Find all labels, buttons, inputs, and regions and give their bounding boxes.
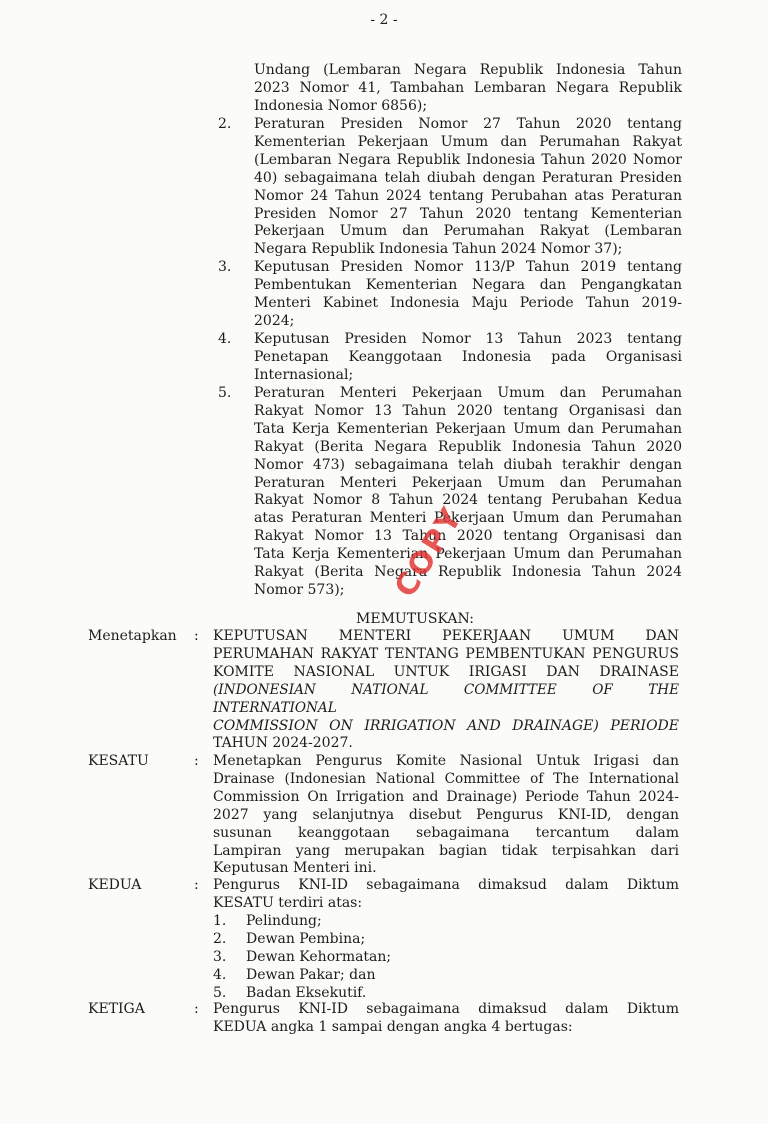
text-line: Penetapan Keanggotaan Indonesia pada Organisasi bbox=[254, 348, 682, 365]
section-label: KETIGA bbox=[88, 1001, 145, 1017]
section-text bbox=[213, 628, 679, 753]
section-label: Menetapkan bbox=[88, 628, 177, 644]
text-line: Pengurus KNI-ID sebagaimana dimaksud dalam Diktum bbox=[213, 877, 679, 893]
text-line: Rakyat (Berita Negara Republik Indonesia Tahun 2020 bbox=[254, 438, 682, 455]
text-line: Nomor 573); bbox=[254, 581, 345, 598]
text-line: (INDONESIAN NATIONAL COMMITTEE OF THE INTERNATIONAL bbox=[213, 681, 679, 716]
text-line: COMMISSION ON IRRIGATION AND DRAINAGE) PERIODE bbox=[213, 717, 679, 734]
list-text: Pelindung; bbox=[246, 913, 322, 929]
text-line: Keputusan Presiden Nomor 13 Tahun 2023 tentang bbox=[254, 331, 682, 347]
list-item bbox=[213, 931, 513, 949]
section-colon: : bbox=[194, 877, 199, 893]
text-line: Undang (Lembaran Negara Republik Indonesia Tahun bbox=[254, 62, 682, 78]
list-number: 2. bbox=[213, 930, 227, 947]
text-line: Rakyat Nomor 13 Tahun 2020 tentang Organisasi dan bbox=[254, 528, 682, 545]
text-line: Tata Kerja Kementerian Pekerjaan Umum dan Perumahan bbox=[254, 420, 682, 437]
text-line: Peraturan Menteri Pekerjaan Umum dan Perumahan bbox=[254, 385, 682, 401]
section-label: KESATU bbox=[88, 753, 149, 769]
section-colon: : bbox=[194, 753, 199, 769]
section-text bbox=[213, 1001, 679, 1037]
list-text: Badan Eksekutif. bbox=[246, 984, 367, 1001]
section-text bbox=[213, 877, 679, 913]
item-text bbox=[254, 331, 682, 385]
text-line: 40) sebagaimana telah diubah dengan Peraturan Presiden bbox=[254, 169, 682, 186]
text-line: Nomor 473) sebagaimana telah diubah terakhir dengan bbox=[254, 456, 682, 473]
text-line: Peraturan Presiden Nomor 27 Tahun 2020 tentang bbox=[254, 116, 682, 132]
text-line: Kementerian Pekerjaan Umum dan Perumahan Rakyat bbox=[254, 133, 682, 150]
text-line: KOMITE NASIONAL UNTUK IRIGASI DAN DRAINASE bbox=[213, 663, 679, 680]
item-number: 5. bbox=[218, 385, 232, 401]
list-text: Dewan Pembina; bbox=[246, 930, 366, 947]
text-line: susunan keanggotaan sebagaimana tercantum dalam bbox=[213, 824, 679, 841]
text-line: (Lembaran Negara Republik Indonesia Tahun 2020 Nomor bbox=[254, 151, 682, 168]
list-number: 1. bbox=[213, 913, 227, 929]
text-line: Keputusan Presiden Nomor 113/P Tahun 2019 tentang bbox=[254, 259, 682, 275]
text-line: 2027 yang selanjutnya disebut Pengurus KNI-ID, dengan bbox=[213, 806, 679, 823]
text-line: Indonesia Nomor 6856); bbox=[254, 97, 428, 114]
list-number: 4. bbox=[213, 966, 227, 983]
item-text bbox=[254, 385, 682, 600]
text-line: KEDUA angka 1 sampai dengan angka 4 bertugas: bbox=[213, 1018, 573, 1035]
page-number: - 2 - bbox=[370, 12, 398, 28]
text-line: atas Peraturan Menteri Pekerjaan Umum dan Perumahan bbox=[254, 510, 682, 527]
list-item bbox=[213, 949, 513, 967]
text-line: Pembentukan Kementerian Negara dan Pengangkatan bbox=[254, 276, 682, 293]
section-label: KEDUA bbox=[88, 877, 142, 893]
list-item bbox=[213, 913, 513, 931]
list-number: 3. bbox=[213, 948, 227, 965]
copy-watermark: COPY bbox=[388, 500, 471, 604]
list-text: Dewan Kehormatan; bbox=[246, 948, 392, 965]
text-line: Rakyat (Berita Negara Republik Indonesia Tahun 2024 bbox=[254, 564, 682, 581]
text-line: Internasional; bbox=[254, 366, 354, 383]
kedua-list bbox=[213, 913, 513, 1002]
list-number: 5. bbox=[213, 984, 227, 1001]
text-line: PERUMAHAN RAKYAT TENTANG PEMBENTUKAN PENGURUS bbox=[213, 645, 679, 662]
text-line: Commission On Irrigation and Drainage) Periode Tahun 2024- bbox=[213, 788, 679, 805]
text-line: Nomor 24 Tahun 2024 tentang Perubahan atas Peraturan bbox=[254, 187, 682, 204]
text-line: Rakyat Nomor 13 Tahun 2020 tentang Organisasi dan bbox=[254, 402, 682, 419]
item-text bbox=[254, 116, 682, 259]
item-number: 3. bbox=[218, 259, 232, 275]
text-line: Keputusan Menteri ini. bbox=[213, 860, 377, 877]
item-text bbox=[254, 259, 682, 331]
list-text: Dewan Pakar; dan bbox=[246, 966, 376, 983]
text-line: 2023 Nomor 41, Tambahan Lembaran Negara Republik bbox=[254, 79, 682, 96]
text-line: Tata Kerja Kementerian Pekerjaan Umum dan Perumahan bbox=[254, 546, 682, 563]
text-line: Menteri Kabinet Indonesia Maju Periode Tahun 2019- bbox=[254, 294, 682, 311]
text-line: Drainase (Indonesian National Committee of The International bbox=[213, 770, 679, 787]
text-line: Pekerjaan Umum dan Perumahan Rakyat (Lembaran bbox=[254, 223, 682, 240]
text-line: KEPUTUSAN MENTERI PEKERJAAN UMUM DAN bbox=[213, 628, 679, 644]
consideration-continuation bbox=[254, 62, 682, 116]
text-line: Pengurus KNI-ID sebagaimana dimaksud dalam Diktum bbox=[213, 1001, 679, 1017]
text-line: 2024; bbox=[254, 312, 295, 329]
text-line: Lampiran yang merupakan bagian tidak terpisahkan dari bbox=[213, 842, 679, 859]
decision-heading: MEMUTUSKAN: bbox=[356, 611, 474, 627]
list-item bbox=[213, 967, 513, 985]
section-colon: : bbox=[194, 1001, 199, 1017]
list-item bbox=[213, 985, 513, 1003]
item-number: 2. bbox=[218, 116, 232, 132]
section-text bbox=[213, 753, 679, 878]
text-line: Rakyat Nomor 8 Tahun 2024 tentang Perubahan Kedua bbox=[254, 492, 682, 509]
section-colon: : bbox=[194, 628, 199, 644]
text-line: Presiden Nomor 27 Tahun 2020 tentang Kementerian bbox=[254, 205, 682, 222]
text-line: KESATU terdiri atas: bbox=[213, 894, 363, 911]
text-line: Peraturan Menteri Pekerjaan Umum dan Perumahan bbox=[254, 474, 682, 491]
text-line: TAHUN 2024-2027. bbox=[213, 735, 353, 752]
item-number: 4. bbox=[218, 331, 232, 347]
text-line: Menetapkan Pengurus Komite Nasional Untuk Irigasi dan bbox=[213, 753, 679, 769]
text-line: Negara Republik Indonesia Tahun 2024 Nomor 37); bbox=[254, 241, 623, 258]
